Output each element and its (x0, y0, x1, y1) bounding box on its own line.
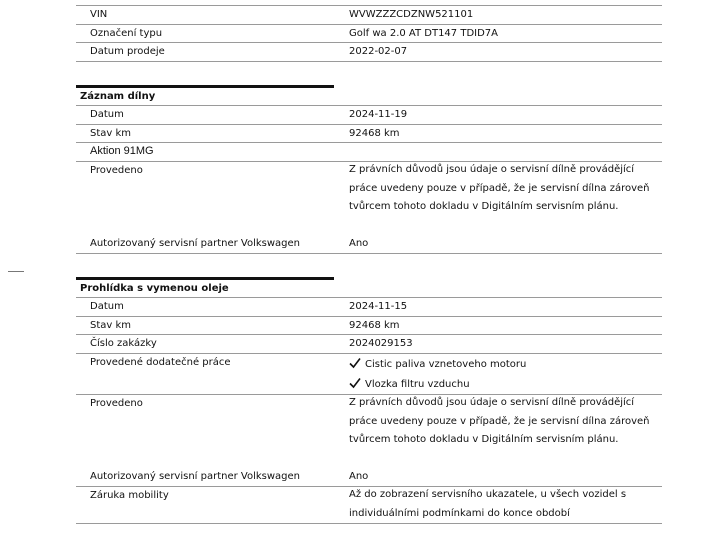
vin-label: VIN (90, 9, 108, 20)
record1-km-label: Stav km (90, 128, 132, 139)
record2-mobility-label: Záruka mobility (90, 490, 169, 501)
record2-extra-item-text: Cistic paliva vznetoveho motoru (365, 359, 527, 370)
type-label: Označení typu (90, 28, 163, 39)
record2-partner-value: Ano (349, 471, 369, 482)
record2-order-row (76, 335, 662, 354)
section-bar-record1 (76, 85, 334, 88)
record1-date-label: Datum (90, 109, 124, 120)
record1-action-row (76, 143, 662, 162)
section-title-record2: Prohlídka s vymenou oleje (80, 283, 229, 294)
record1-partner-value: Ano (349, 238, 369, 249)
record1-done-row (76, 162, 662, 254)
record2-done-value: Z právních důvodů jsou údaje o servisní dílně provádějící práce uvedeny pouze v případě, že je servisní dílna zároveň tvůrcem tohoto dokladu v Digitálním servisním plánu. (349, 397, 650, 445)
vin-value: WVWZZZCDZNW521101 (349, 9, 474, 20)
section-title-record1: Záznam dílny (80, 91, 156, 102)
record2-done-row (76, 395, 662, 487)
vin-row (76, 6, 662, 25)
record2-order-value: 2024029153 (349, 338, 413, 349)
type-value: Golf wa 2.0 AT DT147 TDID7A (349, 28, 498, 39)
record2-extra-row (76, 354, 662, 395)
record1-date-row (76, 106, 662, 125)
margin-mark (8, 271, 24, 272)
record2-extra-item-text: Vlozka filtru vzduchu (365, 379, 470, 390)
record1-km-value: 92468 km (349, 128, 400, 139)
record2-partner-label: Autorizovaný servisní partner Volkswagen (90, 471, 301, 482)
checkmark-icon (349, 377, 361, 389)
record1-km-row (76, 125, 662, 143)
record2-mobility-value: Až do zobrazení servisního ukazatele, u všech vozidel s individuálními podmínkami do konce období (349, 489, 627, 519)
record2-date-row (76, 298, 662, 317)
record1-done-value: Z právních důvodů jsou údaje o servisní dílně provádějící práce uvedeny pouze v případě, že je servisní dílna zároveň tvůrcem tohoto dokladu v Digitálním servisním plánu. (349, 164, 650, 212)
record2-mobility-row (76, 487, 662, 524)
section-bar-record2 (76, 277, 334, 280)
sale-date-value: 2022-02-07 (349, 46, 408, 57)
record1-date-value: 2024-11-19 (349, 109, 408, 120)
sale-date-row (76, 43, 662, 62)
record2-date-label: Datum (90, 301, 124, 312)
record2-km-row (76, 317, 662, 335)
sale-date-label: Datum prodeje (90, 46, 165, 57)
record1-action-label: Aktion 91MG (90, 145, 154, 157)
record2-date-value: 2024-11-15 (349, 301, 408, 312)
record1-partner-label: Autorizovaný servisní partner Volkswagen (90, 238, 301, 249)
record2-extra-label: Provedené dodatečné práce (90, 357, 231, 368)
record1-done-label: Provedeno (90, 165, 143, 176)
record2-order-label: Číslo zakázky (90, 338, 157, 349)
checkmark-icon (349, 357, 361, 369)
type-row (76, 25, 662, 43)
record2-km-label: Stav km (90, 320, 132, 331)
record2-done-label: Provedeno (90, 398, 143, 409)
record2-km-value: 92468 km (349, 320, 400, 331)
